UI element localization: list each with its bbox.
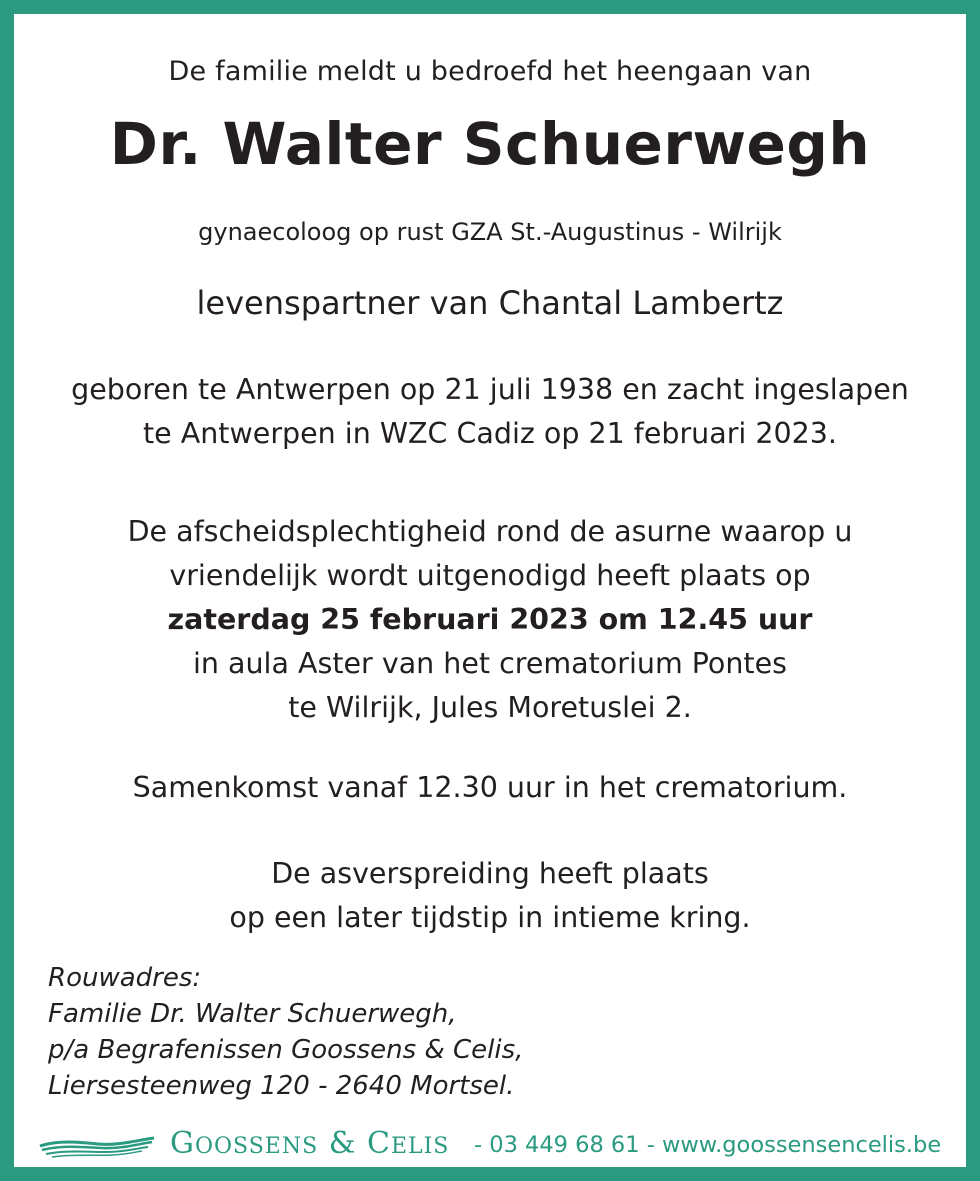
address-line: Liersesteenweg 120 - 2640 Mortsel. <box>48 1071 515 1101</box>
death-line: te Antwerpen in WZC Cadiz op 21 februari 2023. <box>142 417 837 450</box>
scattering-line: op een later tijdstip in intieme kring. <box>229 901 751 934</box>
brand-initial: C <box>366 1126 391 1161</box>
birth-death-block <box>14 368 966 456</box>
gathering-text: Samenkomst vanaf 12.30 uur in het crematorium. <box>132 771 848 804</box>
address-line: Familie Dr. Walter Schuerwegh, <box>48 999 457 1029</box>
funeral-home-footer <box>14 1126 966 1166</box>
brand-rest: OOSSENS <box>194 1134 319 1159</box>
profession-text: gynaecoloog op rust GZA St.-Augustinus - Wilrijk <box>198 218 782 246</box>
funeral-home-name <box>170 1126 449 1161</box>
ceremony-location: in aula Aster van het crematorium Pontes <box>192 647 787 680</box>
birth-line: geboren te Antwerpen op 21 juli 1938 en zacht ingeslapen <box>71 373 909 406</box>
ceremony-address: te Wilrijk, Jules Moretuslei 2. <box>288 691 692 724</box>
deceased-name: Dr. Walter Schuerwegh <box>109 110 871 178</box>
partner-text: levenspartner van Chantal Lambertz <box>196 284 784 322</box>
ceremony-line: vriendelijk wordt uitgenodigd heeft plaats op <box>169 559 811 592</box>
waves-logo-icon <box>38 1132 156 1160</box>
intro-text: De familie meldt u bedroefd het heengaan van <box>168 56 812 87</box>
brand-initial: G <box>170 1126 195 1161</box>
address-line: p/a Begrafenissen Goossens & Celis, <box>48 1035 524 1065</box>
mourning-address <box>48 960 523 1104</box>
ceremony-block <box>14 510 966 730</box>
address-heading: Rouwadres: <box>48 963 202 993</box>
contact-line: - 03 449 68 61 - www.goossensencelis.be <box>474 1132 942 1158</box>
scattering-line: De asverspreiding heeft plaats <box>271 857 709 890</box>
scattering-block <box>14 852 966 940</box>
ceremony-date: zaterdag 25 februari 2023 om 12.45 uur <box>167 603 813 636</box>
brand-rest: ELIS <box>390 1134 450 1159</box>
ceremony-line: De afscheidsplechtigheid rond de asurne waarop u <box>127 515 853 548</box>
brand-ampersand: & <box>318 1126 367 1161</box>
